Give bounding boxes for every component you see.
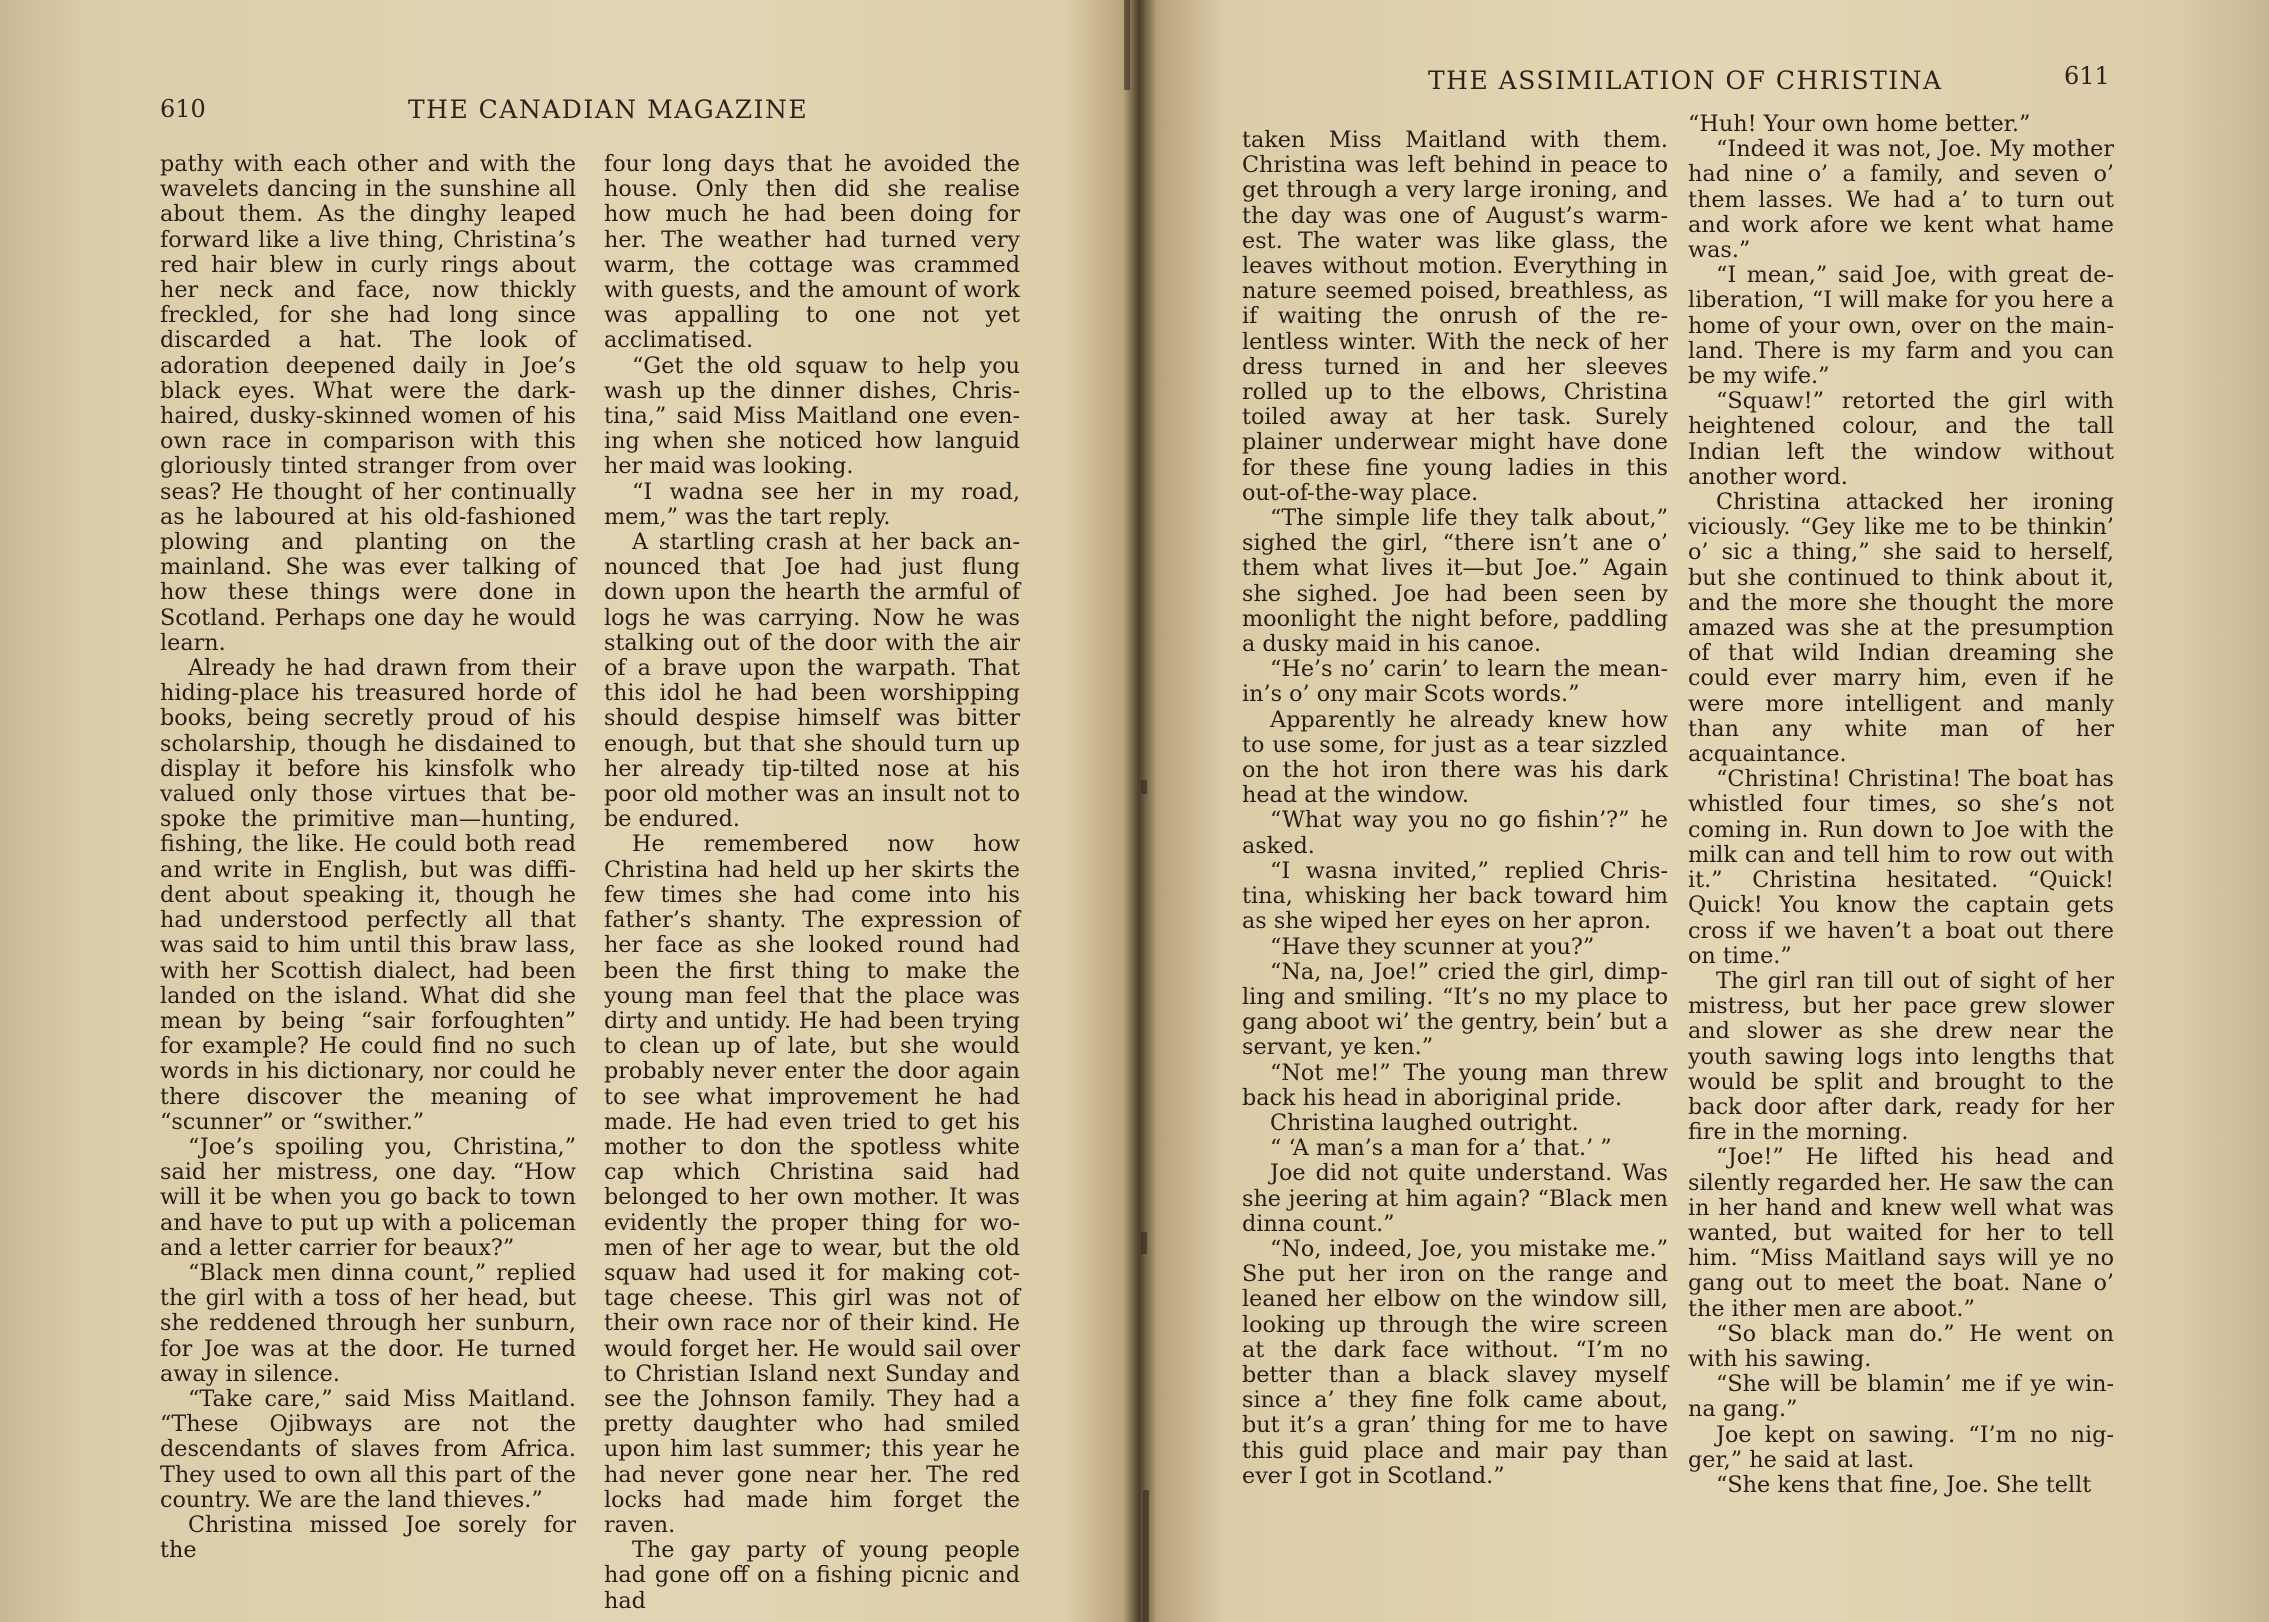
paragraph: Christina laughed outright. xyxy=(1270,1109,1579,1136)
paragraph: “The simple life they talk about,” sighed the girl, “there isn’t ane o’ them what lives it—but Joe.” Again she sighed. Joe had been seen by moonlight the night before, paddling a dusky maid in his canoe. xyxy=(1242,505,1668,658)
paragraph: “He’s no’ carin’ to learn the meanin’s o’ ony mair Scots words.” xyxy=(1242,656,1668,708)
paragraph: Joe kept on sawing. “I’m no nigger,” he said at last. xyxy=(1688,1421,2114,1473)
paragraph: “Get the old squaw to help you wash up the dinner dishes, Christina,” said Miss Maitland one evening when she noticed how languid her maid was looking. xyxy=(604,352,1020,480)
paragraph: “She will be blamin’ me if ye winna gang.” xyxy=(1688,1371,2114,1423)
right-page xyxy=(1138,0,2269,1622)
paragraph: He remembered now how Christina had held up her skirts the few times she had come into his father’s shanty. The expression of her face as she looked round had been the first thing to make the young man feel that the place was dirty and untidy. He had been trying to clean up of late, but she would probably never enter the door again to see what improvement he had made. He had even tried to get his mother to don the spotless white cap which Christina said had belonged to her own mother. It was evidently the proper thing for women of her age to wear, but the old squaw had used it for making cottage cheese. This girl was not of their own race nor of their kind. He would forget her. He would sail over to Christian Island next Sunday and see the Johnson family. They had a pretty daughter who had smiled upon him last summer; this year he had never gone near her. The red locks had made him forget the raven. xyxy=(604,831,1020,1538)
paragraph: “Squaw!” retorted the girl with heightened colour, and the tall Indian left the window without another word. xyxy=(1688,388,2114,490)
text-column-2 xyxy=(1688,112,2114,1498)
paragraph: “Indeed it was not, Joe. My mother had nine o’ a family, and seven o’ them lasses. We had a’ to turn out and work afore we kent what hame was.” xyxy=(1688,136,2114,264)
paragraph: “Huh! Your own home better.” xyxy=(1688,111,2031,137)
paragraph: “Christina! Christina! The boat has whistled four times, so she’s not coming in. Run down to Joe with the milk can and tell him to row out with it.” Christina hesitated. “Quick! Quick! You know the captain gets cross if we haven’t a boat out there on time.” xyxy=(1688,766,2114,969)
paragraph: “Not me!” The young man threw back his head in aboriginal pride. xyxy=(1242,1059,1668,1111)
left-page xyxy=(0,0,1130,1622)
paragraph: Christina missed Joe sorely for the xyxy=(160,1511,576,1564)
paragraph: “Joe’s spoiling you, Christina,” said her mistress, one day. “How will it be when you go back to town and have to put up with a policeman and a letter carrier for beaux?” xyxy=(160,1133,576,1261)
paragraph: “Black men dinna count,” replied the girl with a toss of her head, but she reddened through her sunburn, for Joe was at the door. He turned away in silence. xyxy=(160,1259,576,1387)
text-column-1 xyxy=(160,152,576,1563)
paragraph: “Na, na, Joe!” cried the girl, dimpling and smiling. “It’s no my place to gang aboot wi’ the gentry, bein’ but a servant, ye ken.” xyxy=(1242,958,1668,1061)
running-header: THE ASSIMILATION OF CHRISTINA xyxy=(1428,66,1943,95)
paragraph: Joe did not quite understand. Was she jeering at him again? “Black men dinna count.” xyxy=(1242,1160,1668,1237)
paragraph: “Joe!” He lifted his head and silently regarded her. He saw the can in her hand and knew well what was wanted, but waited for her to tell him. “Miss Maitland says will ye no gang out to meet the boat. Nane o’ the ither men are aboot.” xyxy=(1688,1144,2114,1322)
paragraph: “ ‘A man’s a man for a’ that.’ ” xyxy=(1270,1135,1612,1162)
paragraph: The gay party of young people had gone off on a fishing picnic and had xyxy=(604,1537,1020,1614)
paragraph: “So black man do.” He went on with his sawing. xyxy=(1688,1320,2114,1372)
paragraph: “I wasna invited,” replied Christina, whisking her back toward him as she wiped her eyes on her apron. xyxy=(1242,857,1668,935)
paragraph: “Take care,” said Miss Maitland. “These Ojibways are not the descendants of slaves from Africa. They used to own all this part of the country. We are the land thieves.” xyxy=(160,1385,576,1513)
text-column-2 xyxy=(604,152,1020,1614)
paragraph: “She kens that fine, Joe. She tellt xyxy=(1716,1471,2092,1498)
paragraph: Christina attacked her ironing viciously. “Gey like me to be thinkin’ o’ sic a thing,” she said to herself, but she continued to think about it, and the more she thought the more amazed was she at the presumption of that wild Indian dreaming she could ever marry him, even if he were more intelligent and manly than any white man of her acquaintance. xyxy=(1688,489,2114,768)
paragraph: “I mean,” said Joe, with great deliberation, “I will make for you here a home of your own, over on the mainland. There is my farm and you can be my wife.” xyxy=(1688,262,2114,390)
paragraph: pathy with each other and with the wavelets dancing in the sunshine all about them. As the dinghy leaped forward like a live thing, Christina’s red hair blew in curly rings about her neck and face, now thickly freckled, for she had long since discarded a hat. The look of adoration deepened daily in Joe’s black eyes. What were the dark-haired, dusky-skinned women of his own race in comparison with this gloriously tinted stranger from over seas? He thought of her continually as he laboured at his old-fashioned plowing and planting on the mainland. She was ever talking of how these things were done in Scotland. Perhaps one day he would learn. xyxy=(160,151,576,656)
paragraph: four long days that he avoided the house. Only then did she realise how much he had been doing for her. The weather had turned very warm, the cottage was crammed with guests, and the amount of work was appalling to one not yet acclimatised. xyxy=(604,151,1020,354)
running-header: THE CANADIAN MAGAZINE xyxy=(408,95,809,124)
paragraph: “Have they scunner at you?” xyxy=(1270,933,1595,960)
page-number: 610 xyxy=(160,95,206,123)
paragraph: Apparently he already knew how to use some, for just as a tear sizzled on the hot iron there was his dark head at the window. xyxy=(1242,706,1668,809)
paragraph: The girl ran till out of sight of her mistress, but her pace grew slower and slower as she drew near the youth sawing logs into lengths that would be split and brought to the back door after dark, ready for her fire in the morning. xyxy=(1688,967,2114,1146)
page-number: 611 xyxy=(2064,62,2110,90)
paragraph: “I wadna see her in my road, mem,” was the tart reply. xyxy=(604,478,1020,530)
paragraph: “No, indeed, Joe, you mistake me.” She put her iron on the range and leaned her elbow on the window sill, looking up through the wire screen at the dark face without. “I’m no better than a black slavey myself since a’ they fine folk came about, but it’s a gran’ thing for me to have this guid place and mair pay than ever I got in Scotland.” xyxy=(1242,1235,1668,1489)
paragraph: A startling crash at her back announced that Joe had just flung down upon the hearth the armful of logs he was carrying. Now he was stalking out of the door with the air of a brave upon the warpath. That this idol he had been worshipping should despise himself was bitter enough, but that she should turn up her already tip-tilted nose at his poor old mother was an insult not to be endured. xyxy=(604,529,1020,833)
paragraph: “What way you no go fishin’?” he asked. xyxy=(1242,807,1668,859)
text-column-1 xyxy=(1242,128,1668,1489)
paragraph: Already he had drawn from their hiding-place his treasured horde of books, being secretly proud of his scholarship, though he disdained to display it before his kinsfolk who valued only those virtues that bespoke the primitive man—hunting, fishing, the like. He could both read and write in English, but was diffident about speaking it, though he had understood perfectly all that was said to him until this braw lass, with her Scottish dialect, had been landed on the island. What did she mean by being “sair forfoughten” for example? He could find no such words in his dictionary, nor could he there discover the meaning of “scunner” or “swither.” xyxy=(160,655,576,1135)
paragraph: taken Miss Maitland with them. Christina was left behind in peace to get through a very large ironing, and the day was one of August’s warmest. The water was like glass, the leaves without motion. Everything in nature seemed poised, breathless, as if waiting the onrush of the relentless winter. With the neck of her dress turned in and her sleeves rolled up to the elbows, Christina toiled away at her task. Surely plainer underwear might have done for these fine young ladies in this out-of-the-way place. xyxy=(1242,127,1668,506)
